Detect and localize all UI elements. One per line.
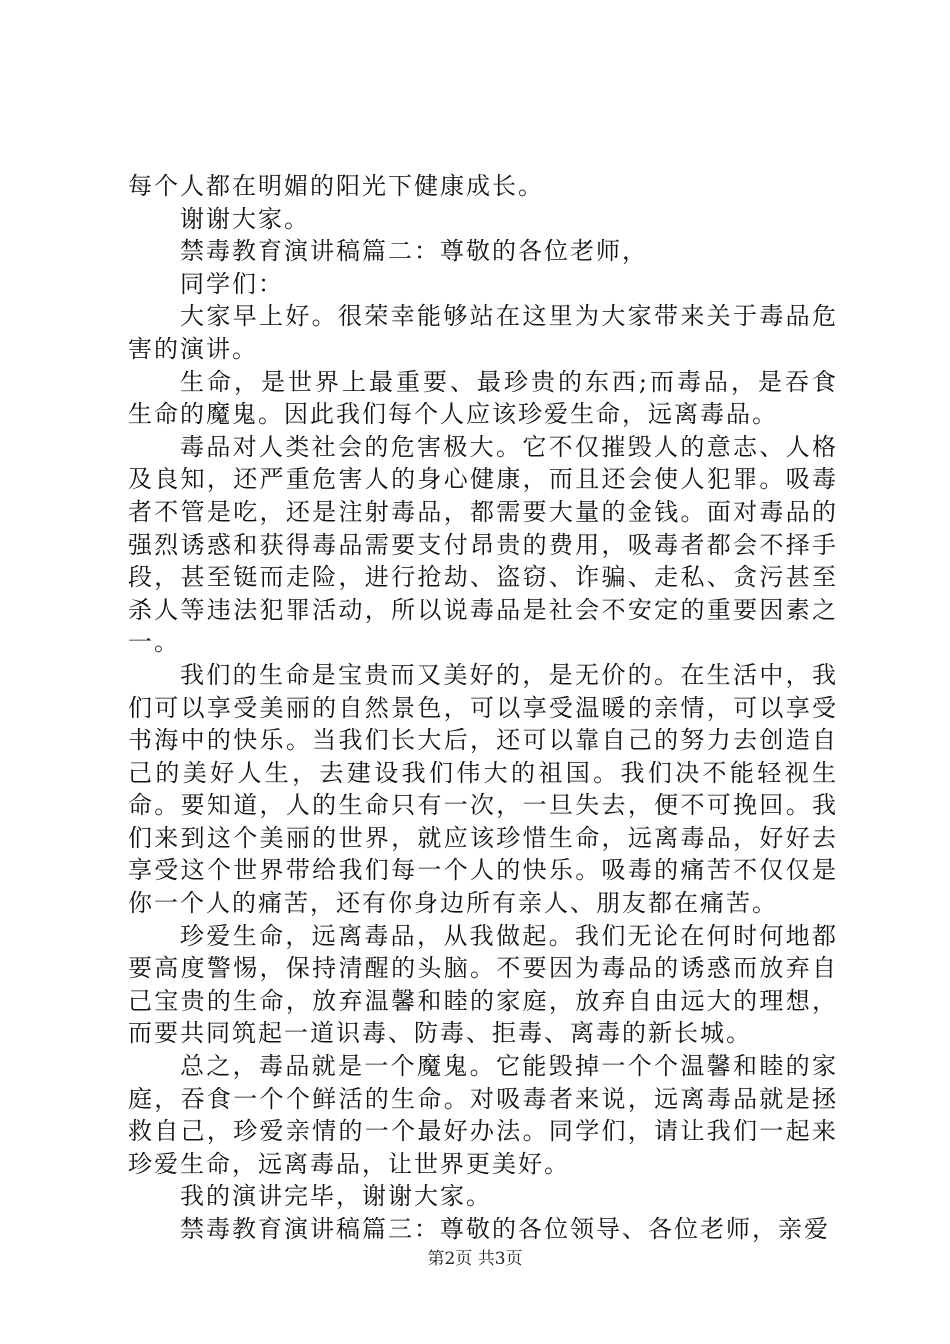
page-number-footer: 第2页 共3页 <box>427 1249 523 1269</box>
paragraph: 总之，毒品就是一个魔鬼。它能毁掉一个个温馨和睦的家庭，吞食一个个鲜活的生命。对吸毒者来说，远离毒品就是拯救自己，珍爱亲情的一个最好办法。同学们，请让我们一起来珍爱生命，远离毒品，让世界更美好。 <box>128 1052 838 1178</box>
paragraph: 我的演讲完毕，谢谢大家。 <box>180 1182 492 1211</box>
paragraph: 谢谢大家。 <box>180 204 310 233</box>
paragraph: 每个人都在明媚的阳光下健康成长。 <box>128 172 544 200</box>
paragraph: 同学们： <box>180 269 284 298</box>
paragraph: 禁毒教育演讲稿篇三：尊敬的各位领导、各位老师，亲爱 <box>180 1215 830 1243</box>
document-body <box>128 170 838 1246</box>
paragraph: 大家早上好。很荣幸能够站在这里为大家带来关于毒品危害的演讲。 <box>128 302 838 363</box>
paragraph: 禁毒教育演讲稿篇二：尊敬的各位老师， <box>180 237 648 266</box>
paragraph: 毒品对人类社会的危害极大。它不仅摧毁人的意志、人格及良知，还严重危害人的身心健康，而且还会使人犯罪。吸毒者不管是吃，还是注射毒品，都需要大量的金钱。面对毒品的强烈诱惑和获得毒品需要支付昂贵的费用，吸毒者都会不择手段，甚至铤而走险，进行抢劫、盗窃、诈骗、走私、贪污甚至杀人等违法犯罪活动，所以说毒品是社会不安定的重要因素之一。 <box>128 432 838 657</box>
paragraph: 我们的生命是宝贵而又美好的，是无价的。在生活中，我们可以享受美丽的自然景色，可以享受温暖的亲情，可以享受书海中的快乐。当我们长大后，还可以靠自己的努力去创造自己的美好人生，去建设我们伟大的祖国。我们决不能轻视生命。要知道，人的生命只有一次，一旦失去，便不可挽回。我们来到这个美丽的世界，就应该珍惜生命，远离毒品，好好去享受这个世界带给我们每一个人的快乐。吸毒的痛苦不仅仅是你一个人的痛苦，还有你身边所有亲人、朋友都在痛苦。 <box>128 660 838 918</box>
paragraph: 珍爱生命，远离毒品，从我做起。我们无论在何时何地都要高度警惕，保持清醒的头脑。不要因为毒品的诱惑而放弃自己宝贵的生命，放弃温馨和睦的家庭，放弃自由远大的理想，而要共同筑起一道识毒、防毒、拒毒、离毒的新长城。 <box>128 921 838 1048</box>
paragraph: 生命，是世界上最重要、最珍贵的东西;而毒品，是吞食生命的魔鬼。因此我们每个人应该珍爱生命，远离毒品。 <box>128 367 838 429</box>
